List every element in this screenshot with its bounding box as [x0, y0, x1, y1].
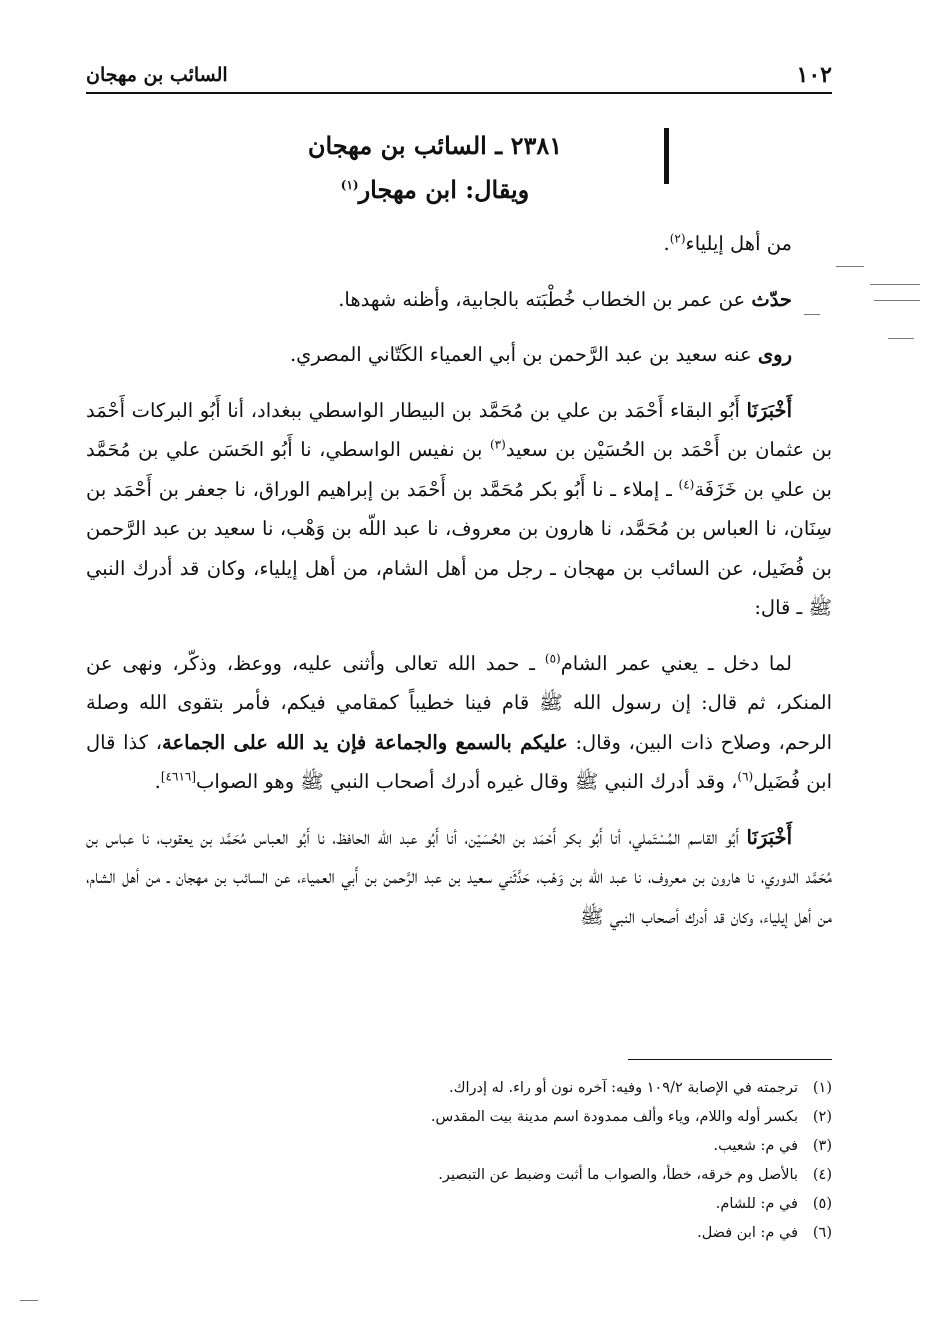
footnote-text: في م: للشام.: [715, 1196, 798, 1212]
hadith-text: عليكم بالسمع والجماعة فإن يد الله على الجماعة: [162, 730, 568, 754]
footnote-ref: (٢): [669, 231, 686, 246]
punctuation: .: [663, 232, 670, 255]
footnote: [250, 1074, 832, 1103]
footnote-number: (٤): [812, 1167, 832, 1183]
footnote-number: (١): [812, 1080, 832, 1096]
paragraph-origin: [86, 224, 832, 264]
paragraph-text: بن نفيس الواسطي، نا أَبُو الحَسَن علي بن مُحَمَّد بن علي بن خَزَفَة: [86, 438, 832, 501]
margin-mark: [804, 314, 820, 315]
footnote-number: (٦): [812, 1225, 832, 1241]
paragraph-text: ، كذا قال ابن فُضَيل: [86, 730, 832, 793]
footnote-ref: (٣): [489, 437, 506, 452]
body-text: [86, 224, 832, 952]
footnote-ref: (٦): [737, 769, 754, 784]
footnote-number: (٥): [812, 1196, 832, 1212]
hadith-number: [٤٦١٦]: [160, 769, 197, 784]
footnote-text: في م: ابن فضل.: [697, 1225, 798, 1241]
footnote-text: ترجمته في الإصابة ١٠٩/٢ وفيه: آخره نون أو راء. له إدراك.: [448, 1080, 798, 1096]
margin-mark: [874, 300, 920, 301]
paragraph-text: عنه سعيد بن عبد الرَّحمن بن أبي العمياء الكَتّاني المصري.: [289, 343, 758, 366]
paragraph-text: أَبُو البقاء أَحْمَد بن علي بن مُحَمَّد بن البيطار الواسطي ببغداد، أنا أَبُو البركات أَحْمَد بن عثمان بن أَحْمَد بن الحُسَيْن بن سعيد: [86, 398, 832, 461]
paragraph-matn: [86, 644, 832, 802]
paragraph-isnad-2: [86, 818, 832, 937]
lead-word: أَخْبَرَنَا: [746, 398, 792, 422]
punctuation: .: [154, 770, 161, 793]
paragraph-isnad-1: [86, 391, 832, 628]
paragraph-text: ـ حمد الله تعالى وأثنى عليه، ووعظ، وذكّر، ونهى عن المنكر، ثم قال: إن رسول الله ﷺ قام فينا خطيباً كمقامي فيكم، فأمر بتقوى الله وصلة الرحم، وصلاح ذات البين، وقال:: [86, 651, 832, 754]
footnote-text: في م: شعيب.: [713, 1138, 798, 1154]
footnote-number: (٢): [812, 1109, 832, 1125]
lead-word: روى: [757, 343, 792, 366]
paragraph-text: عن عمر بن الخطاب خُطْبَته بالجابية، وأظنه شهدها.: [338, 287, 752, 311]
footnote: [250, 1219, 832, 1248]
lead-word: أَخْبَرَنَا: [746, 825, 792, 849]
running-title: السائب بن مهجان: [86, 64, 228, 86]
paragraph-text: لما دخل ـ يعني عمر الشام: [560, 651, 792, 675]
footnotes: [250, 1074, 832, 1248]
entry-title-line1: ٢٣٨١ ـ السائب بن مهجان: [307, 131, 563, 160]
entry-alias: ويقال: ابن مهجار: [358, 175, 530, 204]
footnote: [250, 1132, 832, 1161]
paragraph-text: ، وقد أدرك النبي ﷺ وقال غيره أدرك أصحاب النبي ﷺ وهو الصواب: [196, 770, 738, 793]
paragraph-text: ـ إملاء ـ نا أَبُو بكر مُحَمَّد بن أَحْمَد بن إبراهيم الوراق، نا جعفر بن أَحْمَد بن سِنَان، نا العباس بن مُحَمَّد، نا هارون بن معروف، نا عبد اللّه بن وَهْب، نا سعيد بن عبد الرَّحمن بن فُضَيل، عن السائب بن مهجان ـ رجل من أهل الشام، من أهل إيلياء، وكان قد أدرك النبي ﷺ ـ قال:: [86, 477, 832, 619]
entry-title: [200, 124, 670, 212]
footnote-number: (٣): [812, 1138, 832, 1154]
entry-title-line2: [200, 168, 670, 212]
footnote-ref: (٥): [544, 651, 561, 665]
margin-mark: [836, 266, 864, 267]
paragraph-transmitted: [86, 335, 832, 375]
footnote-separator: [628, 1059, 832, 1060]
margin-mark: [870, 284, 920, 285]
paragraph-text: أَبُو القاسم المُسْتَملي، أنا أَبُو بكر أَحْمَد بن الحُسَيْن، أنا أَبُو عبد الله الحافظ، نا أَبُو العباس مُحَمَّد بن يعقوب، نا عباس بن مُحَمَّد الدوري، نا هارون بن معروف، نا عبد اللّه بن وَهْب، حَدَّثَني سعيد بن عبد الرَّحمن بن أَبي العمياء، عن السائب بن مهجان ـ من أهل الشام، من أهل إيلياء، وكان قد أدرك أصحاب النبي ﷺ: [86, 825, 832, 928]
footnote: [250, 1190, 832, 1219]
footnote-ref: (٤): [678, 477, 695, 491]
footnote-text: بكسر أوله واللام، وياء وألف ممدودة اسم مدينة بيت المقدس.: [430, 1109, 798, 1125]
paragraph-text: من أهل إيلياء: [685, 232, 792, 255]
paragraph-narrated: [86, 280, 832, 320]
footnote-text: بالأصل وم خرقه، خطأ، والصواب ما أثبت وضبط عن التبصير.: [438, 1167, 798, 1183]
running-header: [86, 58, 832, 94]
footnote-ref: (١): [340, 178, 359, 192]
page-number: ١٠٢: [796, 62, 832, 88]
footnote: [250, 1103, 832, 1132]
lead-word: حدّث: [751, 287, 792, 311]
margin-mark: [888, 338, 914, 339]
footnote: [250, 1161, 832, 1190]
margin-mark: [20, 1300, 38, 1301]
